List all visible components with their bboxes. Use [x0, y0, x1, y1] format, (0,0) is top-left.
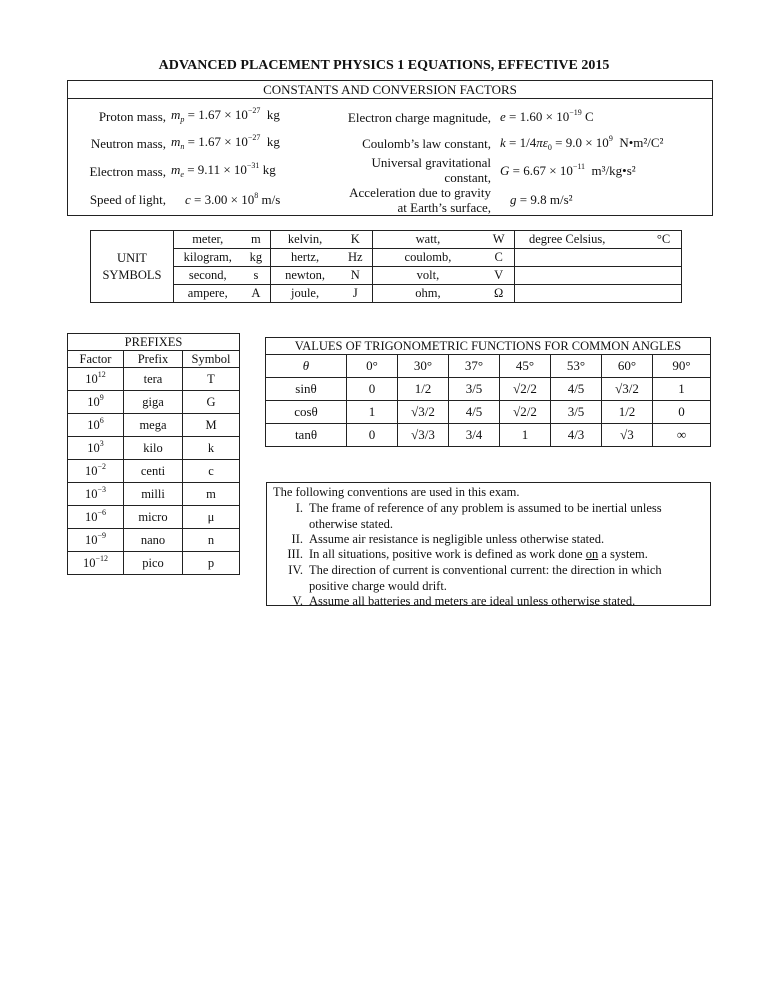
trig-value: 0 [347, 424, 398, 447]
trig-value: 3/5 [551, 401, 602, 424]
prefix-symbol: M [183, 414, 240, 437]
prefixes-title: PREFIXES [68, 334, 240, 351]
trig-values-table [265, 337, 711, 447]
unit-symbol: N [339, 267, 372, 285]
unit-symbols-label: UNIT SYMBOLS [91, 231, 174, 303]
trig-value: 4/3 [551, 424, 602, 447]
unit-name: kelvin, [271, 231, 339, 249]
unit-symbol [646, 267, 681, 285]
gravitational-constant-value: $G = 6.67 \times 10^{-11}$ m³/kg•s² [500, 162, 636, 178]
trig-value: 1/2 [602, 401, 653, 424]
prefix-symbol: c [183, 460, 240, 483]
convention-item: III. In all situations, positive work is defined as work done on a system. [287, 547, 648, 561]
electron-mass-label: Electron mass, [89, 164, 166, 179]
unit-name: kilogram, [173, 249, 241, 267]
conventions-box [266, 482, 711, 606]
trig-value: √3 [602, 424, 653, 447]
prefix-factor: $10^{-9}$ [68, 529, 124, 552]
trig-value: 1 [500, 424, 551, 447]
prefix-name: giga [124, 391, 183, 414]
neutron-mass-label: Neutron mass, [90, 136, 166, 151]
unit-name: newton, [271, 267, 339, 285]
prefix-symbol: m [183, 483, 240, 506]
trig-title: VALUES OF TRIGONOMETRIC FUNCTIONS FOR COMMON ANGLES [266, 338, 711, 355]
prefix-symbol: μ [183, 506, 240, 529]
speed-of-light-label: Speed of light, [89, 192, 166, 207]
unit-name: joule, [271, 285, 339, 303]
electron-mass-value: $m_e = 9.11 \times 10^{-31}$ kg [171, 161, 276, 179]
unit-name: second, [173, 267, 241, 285]
convention-item: I. The frame of reference of any problem is assumed to be inertial unless otherwise stated. [295, 501, 662, 531]
unit-symbol: s [242, 267, 271, 285]
angle-header: 0° [347, 355, 398, 378]
unit-symbol: V [483, 267, 514, 285]
proton-mass-label: Proton mass, [98, 109, 166, 124]
constants-header: CONSTANTS AND CONVERSION FACTORS [68, 81, 712, 99]
theta-header: θ [266, 355, 347, 378]
trig-fn-sin: sinθ [266, 378, 347, 401]
prefix-symbol: p [183, 552, 240, 575]
trig-value: √2/2 [500, 378, 551, 401]
angle-header: 30° [398, 355, 449, 378]
prefix-name: centi [124, 460, 183, 483]
prefix-symbol: n [183, 529, 240, 552]
prefix-factor: $10^9$ [68, 391, 124, 414]
unit-name: ampere, [173, 285, 241, 303]
trig-value: 4/5 [551, 378, 602, 401]
trig-value: 3/4 [449, 424, 500, 447]
trig-value: 1 [653, 378, 711, 401]
unit-name: hertz, [271, 249, 339, 267]
unit-name: ohm, [372, 285, 483, 303]
unit-symbol: m [242, 231, 271, 249]
trig-value: 1/2 [398, 378, 449, 401]
trig-fn-cos: cosθ [266, 401, 347, 424]
page-title: ADVANCED PLACEMENT PHYSICS 1 EQUATIONS, EFFECTIVE 2015 [158, 58, 610, 73]
unit-symbol: Hz [339, 249, 372, 267]
prefix-name: nano [124, 529, 183, 552]
prefix-symbol: T [183, 368, 240, 391]
unit-symbol: kg [242, 249, 271, 267]
constants-box [67, 80, 713, 216]
prefix-factor: $10^{-3}$ [68, 483, 124, 506]
prefix-factor: $10^{-6}$ [68, 506, 124, 529]
unit-symbol: K [339, 231, 372, 249]
angle-header: 37° [449, 355, 500, 378]
unit-name: meter, [173, 231, 241, 249]
prefix-header: Prefix [124, 351, 183, 368]
trig-value: √2/2 [500, 401, 551, 424]
factor-header: Factor [68, 351, 124, 368]
trig-value: 4/5 [449, 401, 500, 424]
unit-symbols-table [90, 230, 682, 303]
convention-item: II. Assume air resistance is negligible unless otherwise stated. [291, 532, 605, 546]
convention-item: IV. The direction of current is conventional current: the direction in which positive charge would drift. [288, 563, 662, 593]
unit-symbol [646, 249, 681, 267]
electron-charge-label: Electron charge magnitude, [347, 110, 491, 125]
trig-value: 3/5 [449, 378, 500, 401]
coulomb-constant-label: Coulomb’s law constant, [362, 136, 491, 151]
prefix-factor: $10^6$ [68, 414, 124, 437]
trig-value: √3/2 [398, 401, 449, 424]
prefix-name: tera [124, 368, 183, 391]
unit-name: coulomb, [372, 249, 483, 267]
unit-symbol: W [483, 231, 514, 249]
gravitational-constant-label: Universal gravitational constant, [371, 155, 491, 185]
unit-name: volt, [372, 267, 483, 285]
gravity-acceleration-label: Acceleration due to gravity at Earth’s surface, [349, 185, 491, 215]
electron-charge-value: $e = 1.60 \times 10^{-19}$ C [500, 108, 594, 124]
trig-value: √3/3 [398, 424, 449, 447]
unit-name [515, 249, 647, 267]
unit-symbol: C [483, 249, 514, 267]
conventions-intro: The following conventions are used in this exam. [273, 485, 520, 499]
prefix-symbol: k [183, 437, 240, 460]
unit-symbol: °C [646, 231, 681, 249]
proton-mass-value: $m_p = 1.67 \times 10^{-27}$ kg [171, 106, 280, 124]
angle-header: 53° [551, 355, 602, 378]
unit-name [515, 285, 647, 303]
convention-item: V. Assume all batteries and meters are ideal unless otherwise stated. [292, 594, 636, 608]
trig-value: 0 [347, 378, 398, 401]
angle-header: 45° [500, 355, 551, 378]
prefix-symbol: G [183, 391, 240, 414]
neutron-mass-value: $m_n = 1.67 \times 10^{-27}$ kg [171, 133, 280, 151]
trig-value: ∞ [653, 424, 711, 447]
coulomb-constant-value: $k = 1/4\pi\varepsilon_0 = 9.0 \times 10^9$ N•m²/C² [500, 134, 664, 152]
trig-value: 1 [347, 401, 398, 424]
prefix-name: pico [124, 552, 183, 575]
unit-symbol: A [242, 285, 271, 303]
trig-fn-tan: tanθ [266, 424, 347, 447]
prefix-factor: $10^{12}$ [68, 368, 124, 391]
unit-name: watt, [372, 231, 483, 249]
prefix-name: milli [124, 483, 183, 506]
prefix-name: micro [124, 506, 183, 529]
unit-symbol [646, 285, 681, 303]
prefixes-table [67, 333, 240, 575]
symbol-header: Symbol [183, 351, 240, 368]
prefix-factor: $10^{-2}$ [68, 460, 124, 483]
speed-of-light-value: $c = 3.00 \times 10^8$ m/s [185, 191, 281, 207]
trig-value: 0 [653, 401, 711, 424]
prefix-name: mega [124, 414, 183, 437]
unit-name: degree Celsius, [515, 231, 647, 249]
prefix-name: kilo [124, 437, 183, 460]
angle-header: 90° [653, 355, 711, 378]
trig-value: √3/2 [602, 378, 653, 401]
unit-symbol: J [339, 285, 372, 303]
prefix-factor: $10^3$ [68, 437, 124, 460]
gravity-acceleration-value: g = 9.8 m/s² [510, 192, 573, 207]
unit-symbol: Ω [483, 285, 514, 303]
unit-name [515, 267, 647, 285]
angle-header: 60° [602, 355, 653, 378]
prefix-factor: $10^{-12}$ [68, 552, 124, 575]
